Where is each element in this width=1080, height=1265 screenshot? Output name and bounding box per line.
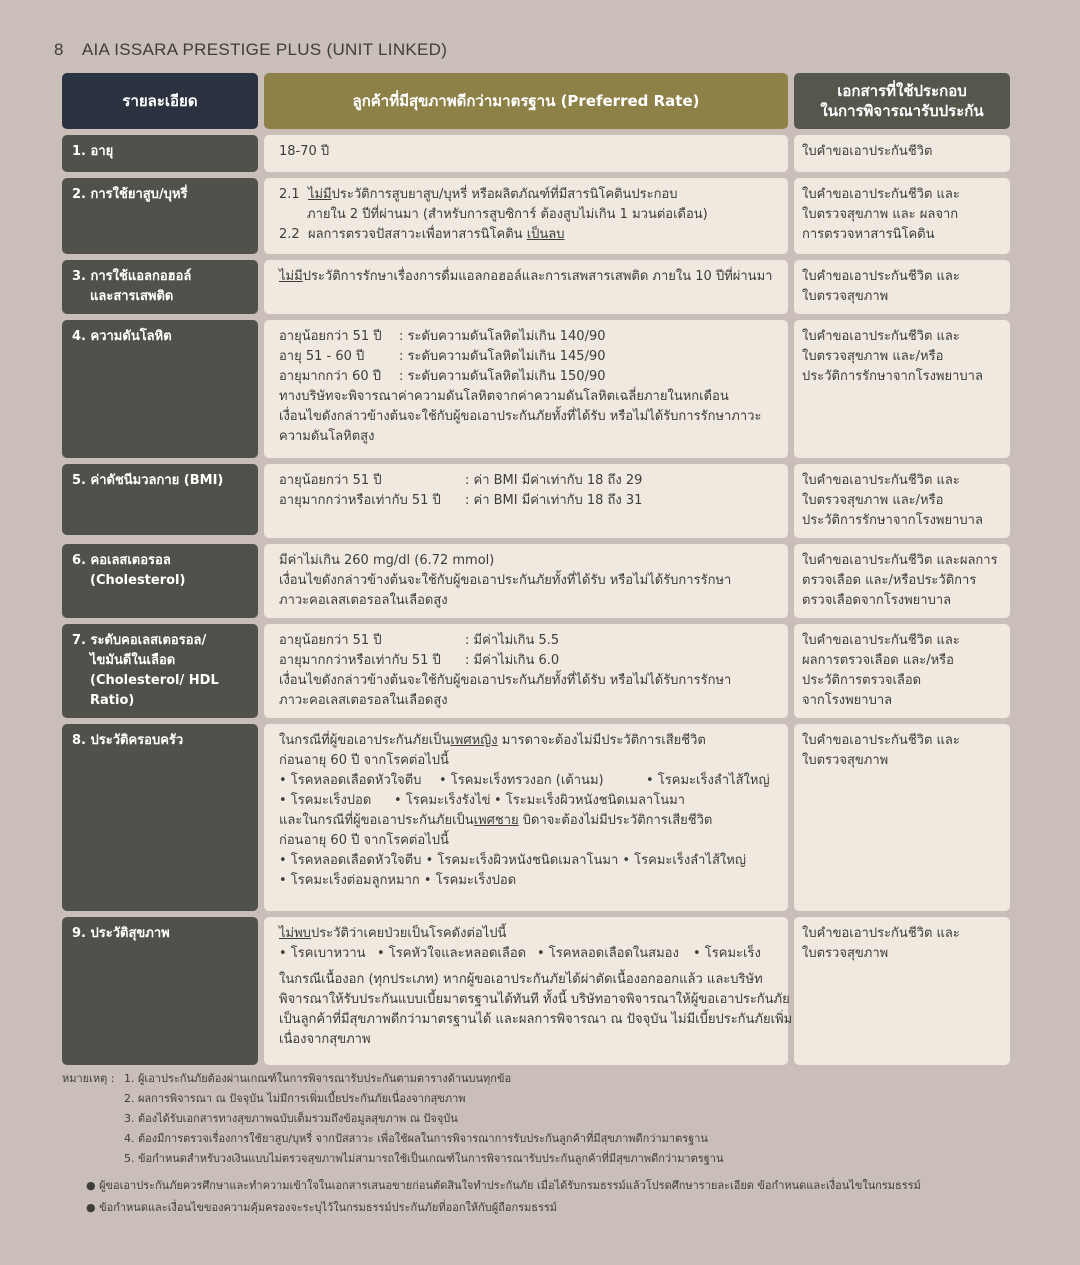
label-line: (Cholesterol/ HDL Ratio) (90, 673, 219, 708)
hdl-age: อายุน้อยกว่า 51 ปี (279, 633, 382, 648)
doc-line: ใบคำขอเอาประกันชีวิต และผลการ (802, 553, 998, 568)
bmi-age: อายุมากกว่าหรือเท่ากับ 51 ปี (279, 493, 441, 508)
nicotine-test-text: ผลการตรวจปัสสาวะเพื่อหาสารนิโคติน (307, 227, 523, 242)
disease-item: • โรคมะเร็งทรวงอก (เต้านม) (439, 773, 604, 788)
hdl-value: : มีค่าไม่เกิน 5.5 (465, 633, 560, 648)
male-condition (279, 811, 773, 831)
disease-item: • โรคมะเร็งปอด (279, 793, 372, 808)
row-label-bmi: 5. ค่าดัชนีมวลกาย (BMI) (62, 464, 258, 535)
doc-line: ใบคำขอเอาประกันชีวิต และ (802, 269, 960, 284)
row-label-cholesterol (62, 544, 258, 618)
row-label-health-history: 9. ประวัติสุขภาพ (62, 917, 258, 1065)
row-content-blood-pressure (264, 320, 788, 458)
label-line: (Cholesterol) (90, 573, 186, 588)
bp-value: : ระดับความดันโลหิตไม่เกิน 150/90 (399, 369, 606, 384)
hdl-age: อายุมากกว่าหรือเท่ากับ 51 ปี (279, 653, 441, 668)
row-doc-blood-pressure (794, 320, 1010, 458)
row-doc-hdl-ratio (794, 624, 1010, 718)
smoking-line-3 (279, 225, 773, 245)
doc-line: ใบตรวจสุขภาพ (802, 289, 889, 304)
alcohol-text (279, 267, 773, 287)
underlined-term: ไม่พบ (279, 926, 311, 941)
row-doc-alcohol (794, 260, 1010, 314)
male-condition-line2: ก่อนอายุ 60 ปี จากโรคต่อไปนี้ (279, 833, 449, 848)
row-content-bmi (264, 464, 788, 538)
female-condition (279, 731, 773, 751)
doc-line: ใบตรวจสุขภาพ และ/หรือ (802, 349, 944, 364)
doc-line: ใบตรวจสุขภาพ (802, 753, 889, 768)
bp-row (279, 327, 773, 347)
doc-line: ใบคำขอเอาประกันชีวิต และ (802, 329, 960, 344)
disease-item: • โรคมะเร็งลำไส้ใหญ่ (646, 773, 770, 788)
bp-value: : ระดับความดันโลหิตไม่เกิน 140/90 (399, 329, 606, 344)
bp-row (279, 367, 773, 387)
row-doc-bmi (794, 464, 1010, 538)
row-label-blood-pressure: 4. ความดันโลหิต (62, 320, 258, 458)
bmi-row (279, 491, 773, 511)
remarks (62, 1069, 1022, 1169)
document-title: AIA ISSARA PRESTIGE PLUS (UNIT LINKED) (81, 40, 448, 59)
text: บิดาจะต้องไม่มีประวัติการเสียชีวิต (518, 813, 713, 828)
remark-item: 1. ผู้เอาประกันภัยต้องผ่านเกณฑ์ในการพิจารณารับประกันตามตารางด้านบนทุกข้อ (124, 1072, 512, 1085)
label-line: ไขมันดีในเลือด (90, 653, 176, 668)
item-number: 2.2 (279, 227, 300, 242)
header-documents-line1: เอกสารที่ใช้ประกอบ (837, 82, 967, 100)
bp-note: ทางบริษัทจะพิจารณาค่าความดันโลหิตจากค่าความดันโลหิตเฉลี่ยภายในหกเดือน (279, 389, 729, 404)
female-disease-list (279, 771, 773, 791)
hdl-value: : มีค่าไม่เกิน 6.0 (465, 653, 560, 668)
cholesterol-line: เงื่อนไขดังกล่าวข้างต้นจะใช้กับผู้ขอเอาประกันภัยทั้งที่ได้รับ หรือไม่ได้รับการรักษา (279, 573, 732, 588)
doc-line: ประวัติการรักษาจากโรงพยาบาล (802, 513, 983, 528)
bp-age: อายุมากกว่า 60 ปี (279, 369, 381, 384)
underlined-term: เพศชาย (473, 813, 519, 828)
disease-item: • โรคหลอดเลือดหัวใจตีบ (279, 773, 422, 788)
remarks-label: หมายเหตุ : (62, 1072, 115, 1085)
male-disease-list: • โรคมะเร็งต่อมลูกหมาก • โรคมะเร็งปอด (279, 873, 517, 888)
tumor-note: เนื่องจากสุขภาพ (279, 1032, 371, 1047)
disclaimer-bullets (86, 1175, 1046, 1219)
row-label-smoking: 2. การใช้ยาสูบ/บุหรี่ (62, 178, 258, 254)
bmi-age: อายุน้อยกว่า 51 ปี (279, 473, 382, 488)
bp-age: อายุ 51 - 60 ปี (279, 349, 365, 364)
smoking-line-1 (279, 185, 773, 205)
doc-line: ใบตรวจสุขภาพ และ/หรือ (802, 493, 944, 508)
row-doc-age: ใบคำขอเอาประกันชีวิต (794, 135, 1010, 172)
bp-value: : ระดับความดันโลหิตไม่เกิน 145/90 (399, 349, 606, 364)
bp-age: อายุน้อยกว่า 51 ปี (279, 329, 382, 344)
underlined-term: เป็นลบ (526, 227, 565, 242)
underlined-term: เพศหญิง (450, 733, 498, 748)
smoking-line-2: ภายใน 2 ปีที่ผ่านมา (สำหรับการสูบซิการ์ ต้องสูบไม่เกิน 1 มวนต่อเดือน) (307, 207, 708, 222)
disease-item: • โรคมะเร็ง (693, 946, 761, 961)
header-documents (794, 73, 1010, 129)
row-content-health-history (264, 917, 793, 1065)
hdl-note: เงื่อนไขดังกล่าวข้างต้นจะใช้กับผู้ขอเอาประกันภัยทั้งที่ได้รับ หรือไม่ได้รับการรักษา (279, 673, 732, 688)
disease-item: • โรคเบาหวาน (279, 946, 366, 961)
row-content-age (264, 135, 788, 172)
doc-line: การตรวจหาสารนิโคติน (802, 227, 935, 242)
doc-line: ผลการตรวจเลือด และ/หรือ (802, 653, 954, 668)
doc-line: ตรวจเลือด และ/หรือประวัติการ (802, 573, 977, 588)
female-condition-line2: ก่อนอายุ 60 ปี จากโรคต่อไปนี้ (279, 753, 449, 768)
doc-line: ประวัติการรักษาจากโรงพยาบาล (802, 369, 983, 384)
male-disease-list: • โรคหลอดเลือดหัวใจตีบ • โรคมะเร็งผิวหนังชนิดเมลาโนมา • โรคมะเร็งลำไส้ใหญ่ (279, 853, 746, 868)
alcohol-rest: ประวัติการรักษาเรื่องการดื่มแอลกอฮอล์และการเสพสารเสพติด ภายใน 10 ปีที่ผ่านมา (302, 269, 773, 284)
doc-line: ตรวจเลือดจากโรงพยาบาล (802, 593, 952, 608)
doc-line: ใบคำขอเอาประกันชีวิต และ (802, 473, 960, 488)
label-line: 7. ระดับคอเลสเตอรอล/ (72, 633, 207, 648)
bmi-value: : ค่า BMI มีค่าเท่ากับ 18 ถึง 29 (465, 473, 643, 488)
health-disease-list (279, 944, 773, 964)
row-content-family-history (264, 724, 788, 911)
text: ในกรณีที่ผู้ขอเอาประกันภัยเป็น (279, 733, 451, 748)
remark-item: 5. ข้อกำหนดสำหรับวงเงินแบบไม่ตรวจสุขภาพไม่สามารถใช้เป็นเกณฑ์ในการพิจารณารับประกันลูกค้าที่มีสุขภาพดีกว่ามาตรฐาน (124, 1152, 724, 1165)
label-line: 6. คอเลสเตอรอล (72, 553, 171, 568)
bp-note: ความดันโลหิตสูง (279, 429, 375, 444)
header-preferred-rate: ลูกค้าที่มีสุขภาพดีกว่ามาตรฐาน (Preferred Rate) (264, 73, 788, 129)
bmi-value: : ค่า BMI มีค่าเท่ากับ 18 ถึง 31 (465, 493, 643, 508)
tumor-note: ในกรณีเนื้องอก (ทุกประเภท) หากผู้ขอเอาประกันภัยได้ผ่าตัดเนื้องอกออกแล้ว และบริษัท (279, 972, 763, 987)
bp-row (279, 347, 773, 367)
doc-line: ใบคำขอเอาประกันชีวิต และ (802, 926, 960, 941)
row-content-smoking (264, 178, 788, 254)
header-detail: รายละเอียด (62, 73, 258, 129)
disease-item: • โรคหัวใจและหลอดเลือด (377, 946, 527, 961)
page-header (54, 40, 447, 60)
hdl-note: ภาวะคอเลสเตอรอลในเลือดสูง (279, 693, 448, 708)
tumor-note: พิจารณาให้รับประกันแบบเบี้ยมาตรฐานได้ทันที ทั้งนี้ บริษัทอาจพิจารณาให้ผู้ขอเอาประกันภัย (279, 992, 790, 1007)
doc-line: ประวัติการตรวจเลือด (802, 673, 922, 688)
underlined-term: ไม่มี (279, 269, 303, 284)
label-line: 3. การใช้แอลกอฮอล์ (72, 269, 192, 284)
doc-line: ใบตรวจสุขภาพ (802, 946, 889, 961)
label-line: และสารเสพติด (90, 289, 174, 304)
header-documents-line2: ในการพิจารณารับประกัน (820, 102, 984, 120)
disease-item: • โรคมะเร็งรังไข่ (394, 793, 491, 808)
text: ประวัติว่าเคยป่วยเป็นโรคดังต่อไปนี้ (310, 926, 507, 941)
underlined-term: ไม่มี (307, 187, 332, 202)
text: มารดาจะต้องไม่มีประวัติการเสียชีวิต (497, 733, 706, 748)
disease-item: • โรคหลอดเลือดในสมอง (537, 946, 679, 961)
doc-line: จากโรงพยาบาล (802, 693, 893, 708)
bp-note: เงื่อนไขดังกล่าวข้างต้นจะใช้กับผู้ขอเอาประกันภัยทั้งที่ได้รับ หรือไม่ได้รับการรักษาภาวะ (279, 409, 762, 424)
remark-item: 2. ผลการพิจารณา ณ ปัจจุบัน ไม่มีการเพิ่มเบี้ยประกันภัยเนื่องจากสุขภาพ (124, 1092, 466, 1105)
doc-line: ใบตรวจสุขภาพ และ ผลจาก (802, 207, 959, 222)
row-label-age: 1. อายุ (62, 135, 258, 172)
smoking-text: ประวัติการสูบยาสูบ/บุหรี่ หรือผลิตภัณฑ์ที่มีสารนิโคตินประกอบ (331, 187, 678, 202)
tumor-note: เป็นลูกค้าที่มีสุขภาพดีกว่ามาตรฐานได้ และผลการพิจารณา ณ ปัจจุบัน ไม่มีเบี้ยประกันภัยเพิ่ม (279, 1012, 793, 1027)
female-disease-list (279, 791, 773, 811)
doc-line: ใบคำขอเอาประกันชีวิต และ (802, 633, 960, 648)
row-doc-cholesterol (794, 544, 1010, 618)
disease-item: • โระมะเร็งผิวหนังชนิดเมลาโนมา (494, 793, 685, 808)
remark-row (62, 1069, 1022, 1089)
disclaimer-item: ● ผู้ขอเอาประกันภัยควรศึกษาและทำความเข้าใจในเอกสารเสนอขายก่อนตัดสินใจทำประกันภัย เมื่อได้รับกรมธรรม์แล้วโปรดศึกษารายละเอียด ข้อกำหนดและเงื่อนไขในกรมธรรม์ (86, 1179, 921, 1192)
cholesterol-line: มีค่าไม่เกิน 260 mg/dl (6.72 mmol) (279, 553, 495, 568)
doc-line: ใบคำขอเอาประกันชีวิต และ (802, 733, 960, 748)
doc-line: ใบคำขอเอาประกันชีวิต และ (802, 187, 960, 202)
hdl-row (279, 631, 773, 651)
row-label-family-history: 8. ประวัติครอบครัว (62, 724, 258, 911)
age-range: 18-70 ปี (279, 144, 330, 159)
remark-item: 4. ต้องมีการตรวจเรื่องการใช้ยาสูบ/บุหรี่ จากปัสสาวะ เพื่อใช้ผลในการพิจารณาการรับประกันลูกค้าที่มีสุขภาพดีกว่ามาตรฐาน (124, 1132, 708, 1145)
remark-item: 3. ต้องได้รับเอกสารทางสุขภาพฉบับเต็มรวมถึงข้อมูลสุขภาพ ณ ปัจจุบัน (124, 1112, 458, 1125)
bmi-row (279, 471, 773, 491)
health-condition (279, 924, 773, 944)
page-number: 8 (54, 40, 64, 59)
cholesterol-line: ภาวะคอเลสเตอรอลในเลือดสูง (279, 593, 448, 608)
row-doc-health-history (794, 917, 1010, 1065)
row-doc-smoking (794, 178, 1010, 254)
row-label-hdl-ratio (62, 624, 258, 718)
underwriting-table (62, 73, 1010, 1065)
row-doc-family-history (794, 724, 1010, 911)
row-content-hdl-ratio (264, 624, 788, 718)
row-content-alcohol (264, 260, 788, 314)
disclaimer-item: ● ข้อกำหนดและเงื่อนไขของความคุ้มครองจะระบุไว้ในกรมธรรม์ประกันภัยที่ออกให้กับผู้ถือกรมธรรม์ (86, 1201, 558, 1214)
hdl-row (279, 651, 773, 671)
row-content-cholesterol (264, 544, 788, 618)
item-number: 2.1 (279, 187, 300, 202)
row-label-alcohol (62, 260, 258, 314)
text: และในกรณีที่ผู้ขอเอาประกันภัยเป็น (279, 813, 474, 828)
